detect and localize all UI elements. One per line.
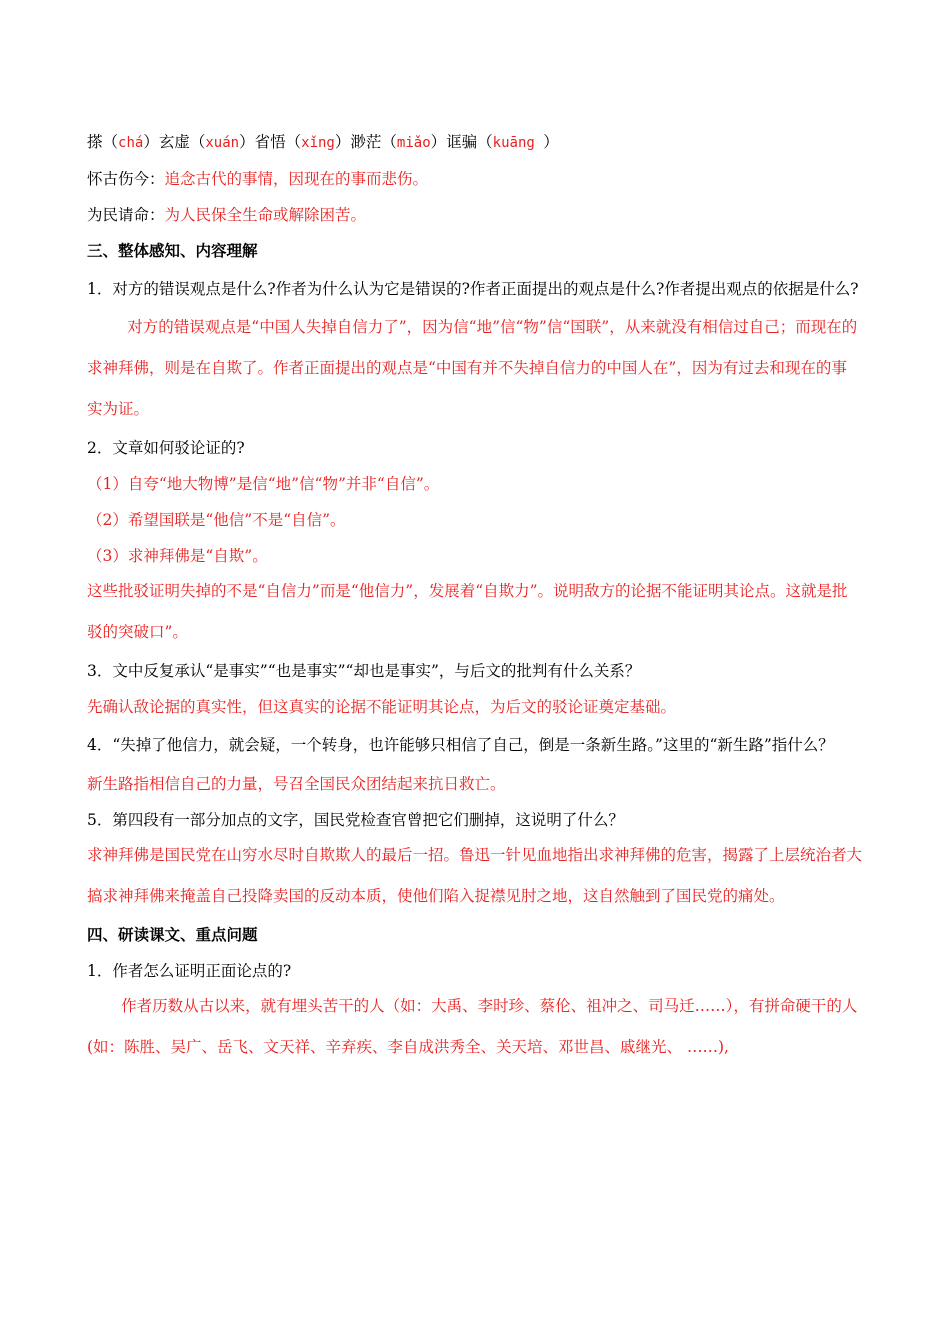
vocab-pinyin: kuāng: [492, 135, 544, 151]
answer: 先确认敌论据的真实性，但这真实的论据不能证明其论点，为后文的驳论证奠定基础。: [87, 698, 677, 716]
answer: 对方的错误观点是“中国人失掉自信力了”，因为信“地”信“物”信“国联”，从来就没有相信过自己；而现在的求神拜佛，则是在自欺了。作者正面提出的观点是“中国有并不失掉自信力的中国人在”，因为有过去和现在的事实为证。: [87, 318, 858, 418]
question: 5．第四段有一部分加点的文字，国民党检查官曾把它们删掉，这说明了什么？: [87, 811, 624, 829]
definition-line: [87, 161, 862, 197]
vocab-pinyin: chá: [118, 135, 144, 151]
definition-meaning: 为人民保全生命或解除困苦。: [164, 206, 367, 224]
answer-item: （1）自夸“地大物博”是信“地”信“物”并非“自信”。: [87, 475, 440, 493]
question: 4．“失掉了他信力，就会疑，一个转身，也许能够只相信了自己，倒是一条新生路。”这里的“新生路”指什么？: [87, 736, 834, 754]
definition-term: 怀古伤今：: [87, 170, 165, 188]
vocab-pinyin: xuán: [205, 135, 240, 151]
vocab-word: 渺茫: [350, 133, 382, 151]
definition-term: 为民请命：: [87, 206, 165, 224]
document-page: [87, 124, 862, 1068]
section-heading: 三、整体感知、内容理解: [87, 241, 258, 260]
section-heading: 四、研读课文、重点问题: [87, 925, 258, 944]
answer: 求神拜佛是国民党在山穷水尽时自欺欺人的最后一招。鲁迅一针见血地指出求神拜佛的危害，揭露了上层统治者大搞求神拜佛来掩盖自己投降卖国的反动本质，使他们陷入捉襟见肘之地，这自然触到了国民党的痛处。: [87, 846, 863, 905]
question: 1．对方的错误观点是什么?作者为什么认为它是错误的?作者正面提出的观点是什么?作者提出观点的依据是什么?: [87, 280, 859, 298]
vocab-pinyin: miǎo: [396, 135, 431, 151]
answer-item: （3）求神拜佛是“自欺”。: [87, 547, 268, 565]
vocab-line: 搽（chá）玄虚（xuán）省悟（xǐng）渺茫（miǎo）诓骗（kuāng ）: [87, 133, 559, 151]
question: 3．文中反复承认“是事实”“也是事实”“却也是事实”，与后文的批判有什么关系？: [87, 662, 641, 680]
vocab-word: 玄虚: [158, 133, 190, 151]
question: 1．作者怎么证明正面论点的?: [87, 962, 292, 980]
vocab-pinyin: xǐng: [301, 135, 335, 151]
vocab-word: 搽: [87, 133, 103, 151]
vocab-word: 省悟: [254, 133, 286, 151]
answer: 这些批驳证明失掉的不是“自信力”而是“他信力”，发展着“自欺力”。说明敌方的论据不能证明其论点。这就是批驳的突破口”。: [87, 582, 848, 641]
answer: 新生路指相信自己的力量，号召全国民众团结起来抗日救亡。: [87, 775, 506, 793]
definition-meaning: 追念古代的事情，因现在的事而悲伤。: [164, 170, 429, 188]
definition-line: [87, 197, 862, 233]
answer-item: （2）希望国联是“他信”不是“自信”。: [87, 511, 346, 529]
vocab-word: 诓骗: [446, 133, 478, 151]
question: 2．文章如何驳论证的?: [87, 439, 245, 457]
answer: 作者历数从古以来，就有埋头苦干的人（如：大禹、李时珍、蔡伦、祖冲之、司马迁……），有拼命硬干的人(如：陈胜、吴广、岳飞、文天祥、辛弃疾、李自成洪秀全、关天培、邓世昌、戚继光、 ……),: [87, 997, 858, 1056]
